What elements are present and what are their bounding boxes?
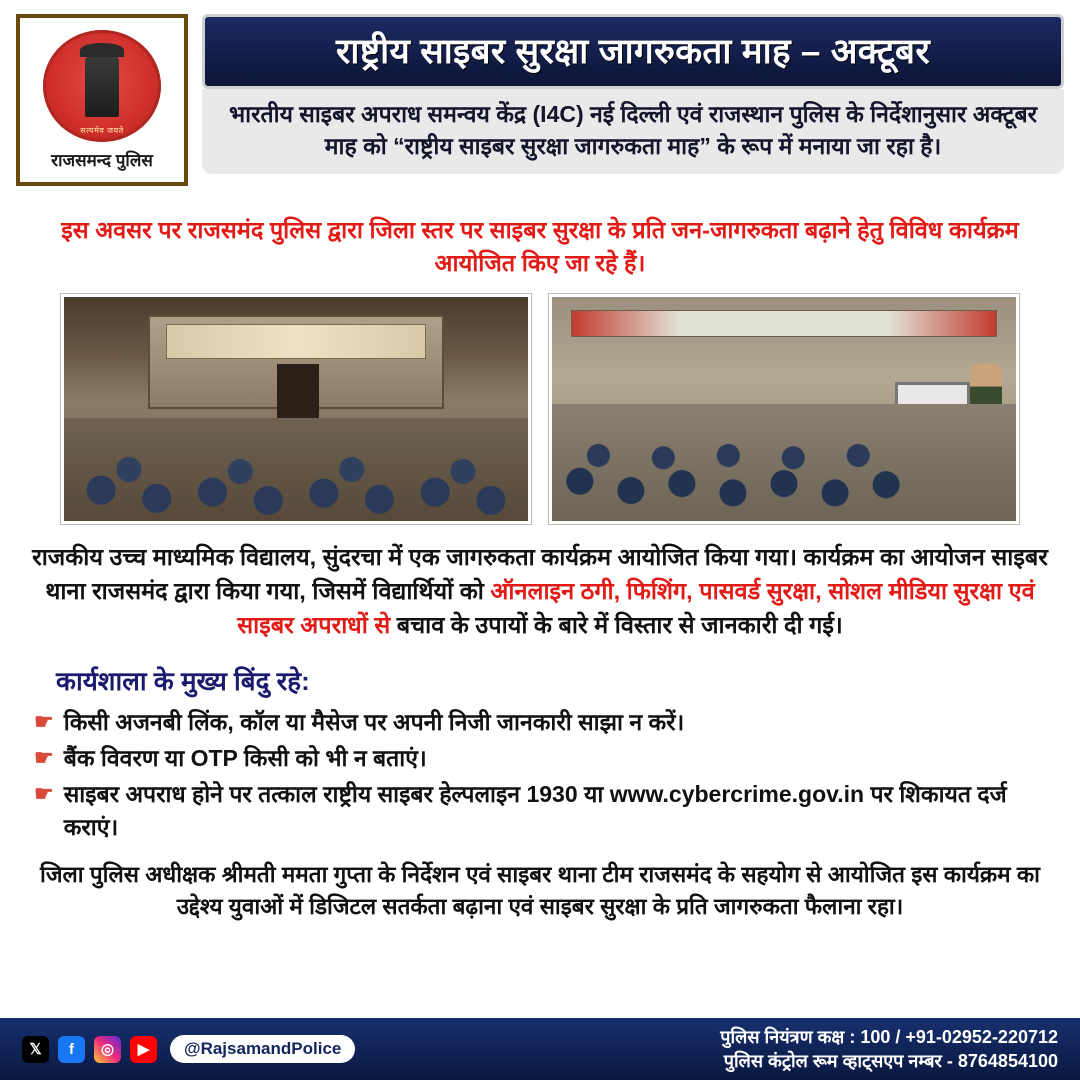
key-point-item	[34, 778, 1050, 842]
closing-paragraph: जिला पुलिस अधीक्षक श्रीमती ममता गुप्ता के निर्देशन एवं साइबर थाना टीम राजसमंद के सहयोग से आयोजित इस कार्यक्रम का उद्देश्य युवाओं में डिजिटल सतर्कता बढ़ाना एवं साइबर सुरक्षा के प्रति जागरुकता फैलाना रहा।	[40, 861, 1040, 920]
police-logo	[16, 14, 188, 186]
event-photo-1	[61, 294, 531, 524]
body-paragraph	[30, 540, 1050, 642]
x-twitter-icon[interactable]: 𝕏	[22, 1036, 49, 1063]
key-point-text: साइबर अपराध होने पर तत्काल राष्ट्रीय साइबर हेल्पलाइन 1930 या www.cybercrime.gov.in पर शिकायत दर्ज कराएं।	[63, 781, 1007, 840]
emblem-motto: सत्यमेव जयते	[80, 125, 124, 135]
contact-info	[720, 1025, 1058, 1074]
header-text-block	[202, 14, 1064, 174]
event-photo-2	[549, 294, 1019, 524]
contact-line-1: पुलिस नियंत्रण कक्ष : 100 / +91-02952-220712	[720, 1026, 1058, 1047]
key-point-item	[34, 706, 1050, 738]
police-emblem-icon	[43, 30, 161, 142]
header	[0, 0, 1080, 200]
photo-gallery	[56, 294, 1024, 524]
key-point-text: किसी अजनबी लिंक, कॉल या मैसेज पर अपनी निजी जानकारी साझा न करें।	[63, 708, 685, 735]
pointing-hand-icon: ☛	[34, 708, 54, 734]
page-subtitle: भारतीय साइबर अपराध समन्वय केंद्र (I4C) नई दिल्ली एवं राजस्थान पुलिस के निर्देशानुसार अक्टूबर माह को “राष्ट्रीय साइबर सुरक्षा जागरुकता माह” के रूप में मनाया जा रहा है।	[228, 101, 1038, 159]
pointing-hand-icon: ☛	[34, 745, 54, 771]
facebook-icon[interactable]: f	[58, 1036, 85, 1063]
youtube-icon[interactable]: ▶	[130, 1036, 157, 1063]
intro-red-text: इस अवसर पर राजसमंद पुलिस द्वारा जिला स्तर पर साइबर सुरक्षा के प्रति जन-जागरुकता बढ़ाने हेतु विविध कार्यक्रम आयोजित किए जा रहे हैं।	[61, 217, 1019, 276]
page-title: राष्ट्रीय साइबर सुरक्षा जागरुकता माह – अक्टूबर	[336, 32, 930, 71]
key-points-title: कार्यशाला के मुख्य बिंदु रहे:	[56, 665, 310, 696]
footer	[0, 1018, 1080, 1080]
key-points-section	[34, 662, 1050, 843]
body-paragraph-part1: राजकीय उच्च माध्यमिक विद्यालय, सुंदरचा में एक जागरुकता कार्यक्रम आयोजित किया गया। कार्यक्रम का आयोजन साइबर थाना राजसमंद द्वारा किया गया, जिसमें विद्यार्थियों को	[32, 543, 1048, 604]
body-paragraph-part2: बचाव के उपायों के बारे में विस्तार से जानकारी दी गई।	[390, 611, 843, 638]
title-bar	[202, 14, 1064, 89]
key-point-text: बैंक विवरण या OTP किसी को भी न बताएं।	[63, 745, 427, 772]
contact-line-2: पुलिस कंट्रोल रूम व्हाट्सएप नम्बर - 8764854100	[723, 1051, 1058, 1071]
social-links	[22, 1035, 355, 1063]
logo-caption: राजसमन्द पुलिस	[51, 150, 153, 170]
key-point-item	[34, 742, 1050, 774]
body-paragraph-highlight: ऑनलाइन ठगी, फिशिंग, पासवर्ड सुरक्षा, सोशल मीडिया सुरक्षा एवं साइबर अपराधों से	[237, 577, 1035, 638]
subtitle-bar	[202, 89, 1064, 174]
pointing-hand-icon: ☛	[34, 781, 54, 807]
instagram-icon[interactable]: ◎	[94, 1036, 121, 1063]
social-handle[interactable]: @RajsamandPolice	[170, 1035, 355, 1063]
